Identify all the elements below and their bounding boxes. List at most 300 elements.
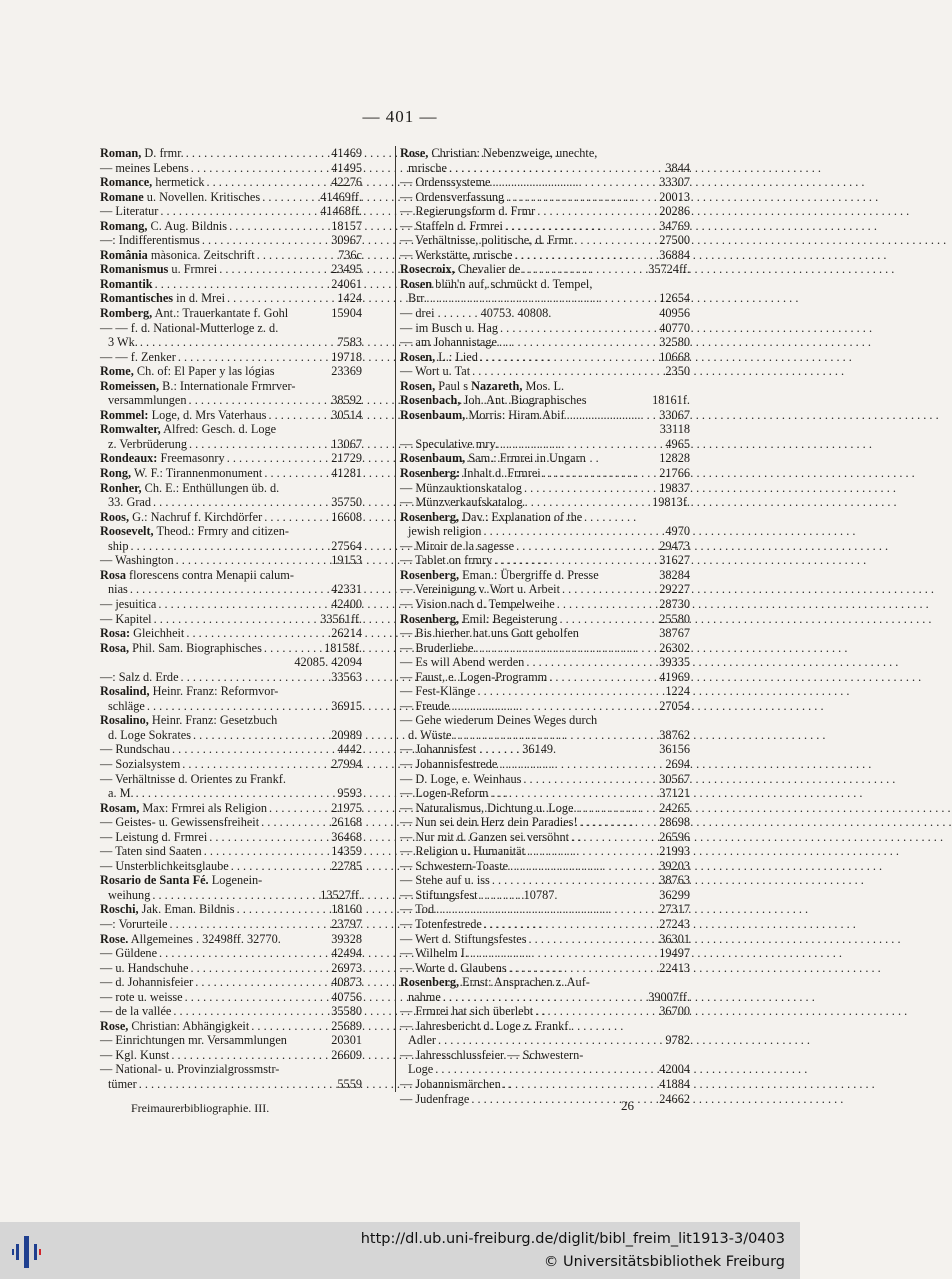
permalink-url[interactable]: http://dl.ub.uni-freiburg.de/diglit/bibl_freim_lit1913-3/0403	[360, 1231, 785, 1247]
entry-text	[400, 830, 569, 845]
index-entry	[400, 917, 690, 932]
entry-text	[400, 684, 475, 699]
entry-title: — Gehe wiederum Deines Weges durch	[400, 713, 598, 728]
entry-title: versammlungen	[108, 393, 187, 408]
entry-number: 9593	[337, 786, 362, 801]
index-entry	[400, 364, 690, 379]
entry-title: a. M.	[108, 786, 134, 801]
dot-leader	[187, 393, 332, 408]
index-entry	[100, 437, 362, 452]
entry-title: Loge, d. Mrs Vaterhaus	[148, 407, 267, 422]
entry-title: Christian: Abhängigkeit	[128, 1018, 250, 1033]
entry-title: — Ordenssysteme	[400, 175, 491, 190]
entry-text	[100, 1019, 249, 1034]
entry-title: — Literatur	[100, 204, 159, 219]
entry-title: Heinr. Franz: Reformvor-	[149, 684, 279, 699]
dot-leader	[569, 830, 659, 845]
entry-heading: Rong,	[100, 466, 132, 481]
entry-title: L.: Lied	[435, 349, 478, 364]
entry-number: 42004	[659, 1062, 690, 1077]
entry-text	[100, 917, 168, 932]
entry-number: 39007ff.	[648, 989, 690, 1004]
entry-text	[408, 291, 424, 306]
entry-number: 12654	[659, 291, 690, 306]
dot-leader	[501, 1077, 660, 1092]
index-entry	[400, 990, 690, 1005]
entry-number: 24265	[659, 800, 690, 815]
entry-title: — Jahresschlussfeier — Schwestern-	[400, 1047, 584, 1062]
entry-number: 26973	[331, 960, 362, 975]
dot-leader	[535, 204, 659, 219]
dot-leader	[434, 902, 659, 917]
entry-title: — Einrichtungen mr. Versammlungen	[100, 1033, 287, 1048]
entry-text	[100, 684, 278, 699]
dot-leader	[188, 961, 331, 976]
entry-text	[400, 801, 577, 816]
entry-text	[400, 655, 524, 670]
entry-text	[100, 801, 267, 816]
entry-title: — Wert d. Stiftungsfestes	[400, 931, 527, 946]
entry-title: W. F.: Tirannenmonument	[131, 466, 263, 481]
entry-text	[108, 335, 138, 350]
index-entry	[100, 1019, 362, 1034]
entry-title: — Johannisfestrede	[400, 756, 498, 771]
entry-text	[108, 539, 129, 554]
entry-text	[408, 728, 452, 743]
entry-text	[400, 248, 513, 263]
entry-number: 37121	[659, 786, 690, 801]
entry-number: 33563	[331, 669, 362, 684]
entry-heading: Rommel:	[100, 407, 149, 422]
dot-leader	[490, 873, 659, 888]
index-entry	[100, 350, 362, 365]
index-entry	[400, 815, 690, 830]
entry-text	[400, 495, 523, 510]
entry-text	[100, 161, 189, 176]
entry-title: — Güldene	[100, 946, 158, 961]
entry-heading: Rosen,	[400, 378, 436, 393]
dot-leader	[169, 1048, 331, 1063]
dot-leader	[541, 466, 660, 481]
entry-heading: Rosenberg,	[400, 509, 460, 524]
dot-leader	[441, 990, 648, 1005]
entry-text	[400, 335, 497, 350]
entry-title: Christian: Nebenzweige, unechte,	[428, 146, 598, 160]
entry-number: 29473	[659, 538, 690, 553]
entry-title: u. Frmrei	[168, 262, 218, 277]
page-number: — 401 —	[362, 107, 438, 126]
entry-title: Dav.: Explanation of the	[459, 509, 583, 524]
index-entry	[400, 190, 690, 205]
entry-number: 42400	[331, 596, 362, 611]
entry-text	[400, 481, 522, 496]
index-entry	[100, 175, 362, 190]
entry-number: 36301	[659, 931, 690, 946]
entry-number: 23369	[331, 364, 362, 379]
dot-leader	[513, 248, 660, 263]
entry-title: — Stiftungsfest . . . . . . . 10787.	[400, 887, 558, 902]
entry-heading: Romanismus	[100, 262, 169, 277]
index-entry	[400, 451, 690, 466]
entry-heading: Romang,	[100, 218, 148, 233]
entry-number: 33307	[659, 175, 690, 190]
entry-text	[400, 844, 525, 859]
dot-leader	[478, 350, 659, 365]
index-column-left	[100, 146, 362, 1092]
dot-leader	[527, 932, 660, 947]
entry-number: 26609	[331, 1047, 362, 1062]
entry-text	[400, 612, 557, 627]
entry-text	[100, 990, 183, 1005]
index-entry	[400, 422, 690, 437]
entry-heading: Rosenbaum,	[400, 407, 466, 422]
entry-number: 13067	[331, 436, 362, 451]
dot-leader	[514, 539, 659, 554]
entry-heading: Roman,	[100, 146, 142, 160]
entry-heading: Rose,	[100, 1018, 129, 1033]
entry-title: — D. Loge, e. Weinhaus	[400, 771, 522, 786]
dot-leader	[260, 190, 320, 205]
dot-leader	[184, 626, 331, 641]
entry-text	[400, 510, 582, 525]
index-entry	[100, 713, 362, 728]
entry-number: 736c	[338, 247, 362, 262]
entry-number: 41469	[331, 146, 362, 160]
index-entry	[400, 844, 690, 859]
entry-number: 13527ff.	[320, 887, 362, 902]
dot-leader	[235, 902, 332, 917]
entry-number: 3844	[665, 160, 690, 175]
entry-text	[400, 553, 492, 568]
entry-title: — Nur mit d. Ganzen sei versöhnt	[400, 829, 570, 844]
index-entry	[400, 1077, 690, 1092]
ub-freiburg-logo-icon[interactable]	[12, 1232, 42, 1272]
entry-title: Inhalt d. Frmrei	[460, 466, 541, 481]
entry-number: 4965	[665, 436, 690, 451]
entry-title: — Taten sind Saaten	[100, 844, 202, 859]
entry-text	[100, 321, 278, 336]
index-entry	[100, 481, 362, 496]
entry-heading: Rosenberg:	[400, 466, 461, 481]
index-entry	[400, 510, 690, 525]
entry-title: — Kapitel	[100, 611, 152, 626]
index-entry	[100, 742, 362, 757]
dot-leader	[521, 772, 659, 787]
dot-leader	[498, 437, 666, 452]
index-entry	[400, 291, 690, 306]
dot-leader	[525, 844, 659, 859]
entry-title: 33118	[659, 422, 690, 437]
index-entry	[400, 393, 690, 408]
entry-number: 28698	[659, 815, 690, 830]
entry-heading: Roschi,	[100, 902, 139, 917]
entry-text	[100, 961, 188, 976]
entry-title: màsonica. Zeitschrift	[147, 247, 255, 262]
entry-number: 2350	[665, 364, 690, 379]
index-entry	[400, 946, 690, 961]
dot-leader	[266, 408, 331, 423]
entry-title: — — f. d. National-Mutterloge z. d.	[100, 320, 279, 335]
dot-leader	[557, 612, 659, 627]
index-entry	[400, 1033, 690, 1048]
dot-leader	[207, 830, 331, 845]
entry-number: 20301	[331, 1033, 362, 1048]
entry-heading: Rosenbach,	[400, 393, 461, 408]
entry-title: — Bruderliebe	[400, 640, 474, 655]
entry-title: —: Vorurteile	[100, 916, 168, 931]
entry-text	[400, 699, 450, 714]
entry-text	[100, 670, 179, 685]
index-entry	[400, 408, 690, 423]
entry-text	[100, 219, 227, 234]
index-entry	[100, 233, 362, 248]
entry-title: Sam.: Frmrei in Ungarn	[465, 451, 586, 466]
entry-text	[100, 175, 205, 190]
dot-leader	[533, 1004, 659, 1019]
entry-text	[100, 1062, 279, 1077]
entry-number: 26302	[659, 640, 690, 655]
index-entry	[400, 612, 690, 627]
entry-title: — Rundschau	[100, 742, 171, 757]
entry-number: 36915	[331, 698, 362, 713]
entry-text	[400, 568, 599, 583]
index-entry	[400, 1004, 690, 1019]
index-entry	[100, 510, 362, 525]
entry-text	[400, 932, 527, 947]
entry-text	[108, 582, 128, 597]
entry-number: 41468ff.	[320, 204, 362, 219]
entry-title: C. Aug. Bildnis	[147, 218, 228, 233]
index-entry	[100, 757, 362, 772]
entry-title: Max: Frmrei als Religion	[139, 800, 268, 815]
index-entry	[100, 219, 362, 234]
entry-title: — Jahresbericht d. Loge z. Frankf.	[400, 1018, 572, 1033]
entry-text	[100, 568, 294, 583]
entry-text	[100, 553, 174, 568]
entry-number: 36468	[331, 829, 362, 844]
index-entry	[400, 219, 690, 234]
index-entry	[100, 626, 362, 641]
entry-heading: Rome,	[100, 364, 134, 379]
entry-title: Joh. Ant. Biographisches	[460, 393, 587, 408]
index-entry	[100, 670, 362, 685]
dot-leader	[183, 990, 332, 1005]
entry-text	[400, 888, 557, 903]
entry-number: 41969	[659, 669, 690, 684]
index-entry	[400, 1019, 690, 1034]
index-entry	[100, 248, 362, 263]
entry-text	[400, 641, 473, 656]
entry-text	[100, 481, 279, 496]
entry-number: 39203	[659, 858, 690, 873]
entry-number: 26596	[659, 829, 690, 844]
dot-leader	[202, 844, 332, 859]
entry-title: Jak. Eman. Bildnis	[138, 902, 235, 917]
dot-leader	[482, 917, 659, 932]
entry-title: — Leistung d. Frmrei	[100, 829, 208, 844]
entry-title: — Verhältnisse, politische, d. Frmr	[400, 233, 573, 248]
dot-leader	[497, 335, 659, 350]
dot-leader	[174, 553, 332, 568]
entry-heading: Roosevelt,	[100, 524, 154, 539]
entry-text	[400, 277, 592, 292]
entry-text	[408, 1033, 436, 1048]
entry-title: Morris: Hiram Abif	[465, 407, 565, 422]
dot-leader	[522, 481, 659, 496]
index-entry	[100, 291, 362, 306]
entry-title: — Sozialsystem	[100, 756, 181, 771]
entry-text	[100, 233, 200, 248]
entry-heading: Nazareth,	[471, 378, 523, 393]
entry-title: — Totenfestrede	[400, 916, 482, 931]
entry-heading: Romantisches	[100, 291, 174, 306]
entry-number: 19813f.	[652, 495, 690, 510]
entry-heading: Rosenberg,	[400, 611, 460, 626]
index-entry	[400, 684, 690, 699]
entry-title: — am Johannistage	[400, 335, 497, 350]
index-entry	[400, 437, 690, 452]
entry-number: 40756	[331, 989, 362, 1004]
index-entry	[400, 975, 690, 990]
entry-number: 38767	[659, 626, 690, 641]
entry-title: — drei . . . . . . . 40753. 40808.	[400, 306, 552, 321]
entry-title: nias	[108, 582, 128, 597]
entry-number: 4970	[665, 524, 690, 539]
entry-title: — Fest-Klänge	[400, 684, 476, 699]
index-entry	[100, 422, 362, 437]
entry-title: — Tablet on frmry	[400, 553, 493, 568]
entry-text	[400, 1077, 501, 1092]
entry-number: 1424	[337, 291, 362, 306]
index-entry	[100, 873, 362, 888]
index-entry	[400, 801, 690, 816]
entry-title: — — f. Zenker	[100, 349, 176, 364]
entry-text	[108, 728, 191, 743]
dot-leader	[179, 670, 332, 685]
entry-text	[100, 844, 202, 859]
entry-number: 28730	[659, 596, 690, 611]
entry-title: — Schwestern-Toaste	[400, 858, 509, 873]
entry-title: — Judenfrage	[400, 1091, 470, 1106]
entry-heading: Romeissen,	[100, 378, 160, 393]
entry-heading: Rose.	[100, 931, 129, 946]
entry-title: d. Loge Sokrates	[108, 727, 191, 742]
index-entry	[100, 306, 362, 321]
entry-number: 19718	[331, 349, 362, 364]
dot-leader	[129, 539, 332, 554]
entry-heading: Romantik	[100, 276, 153, 291]
index-entry	[100, 262, 362, 277]
index-entry	[400, 582, 690, 597]
entry-title: —: Indifferentismus	[100, 233, 200, 248]
entry-title: — Staffeln d. Frmrei	[400, 218, 503, 233]
dot-leader	[176, 350, 331, 365]
index-entry	[400, 902, 690, 917]
entry-title: Paul s	[435, 378, 472, 393]
entry-title: — Stehe auf u. iss	[400, 873, 490, 888]
entry-number: 30967	[331, 233, 362, 248]
index-entry	[400, 670, 690, 685]
entry-number: 35580	[331, 1004, 362, 1019]
entry-text	[400, 859, 508, 874]
entry-heading: Rosen	[400, 276, 433, 291]
entry-number: 2694	[665, 756, 690, 771]
entry-text	[100, 859, 229, 874]
dot-leader	[151, 495, 331, 510]
entry-heading: România	[100, 247, 148, 262]
entry-title: 33. Grad	[108, 495, 152, 510]
entry-number: 40956	[659, 306, 690, 321]
entry-title: d. Wüste	[408, 727, 452, 742]
entry-number: 42331	[331, 582, 362, 597]
entry-number: 4442	[337, 742, 362, 757]
index-entry	[400, 350, 690, 365]
entry-title: — jesuitica	[100, 596, 157, 611]
entry-title: Mos. L.	[522, 378, 565, 393]
dot-leader	[249, 1019, 331, 1034]
entry-title: —: Salz d. Erde	[100, 669, 179, 684]
index-entry	[100, 684, 362, 699]
entry-number: 26168	[331, 815, 362, 830]
entry-number: 29227	[659, 582, 690, 597]
index-entry	[400, 233, 690, 248]
entry-number: 36700	[659, 1004, 690, 1019]
dot-leader	[578, 815, 660, 830]
index-entry	[400, 277, 690, 292]
index-entry	[400, 641, 690, 656]
entry-title: schläge	[108, 698, 145, 713]
dot-leader	[171, 1004, 331, 1019]
entry-title: hermetick	[152, 175, 205, 190]
entry-title: — Wilhelm I.	[400, 946, 468, 961]
dot-leader	[473, 641, 659, 656]
dot-leader	[205, 175, 332, 190]
entry-number: 9782	[665, 1033, 690, 1048]
entry-title: tümer	[108, 1077, 137, 1091]
entry-title: — Unsterblichkeitsglaube	[100, 858, 229, 873]
entry-text	[400, 961, 507, 976]
entry-title: — Johannisfest . . . . . . . 36149.	[400, 742, 557, 757]
entry-number: 41281	[331, 466, 362, 481]
index-entry	[400, 1062, 690, 1077]
entry-number: 27317	[659, 902, 690, 917]
entry-text	[400, 306, 551, 321]
entry-heading: Rosa:	[100, 626, 131, 641]
index-entry	[100, 466, 362, 481]
entry-title: in d. Mrei	[173, 291, 226, 306]
index-entry	[100, 801, 362, 816]
entry-text	[100, 713, 277, 728]
index-entry	[400, 873, 690, 888]
entry-number: 20013	[659, 189, 690, 204]
dot-leader	[572, 233, 659, 248]
entry-number: 38284	[659, 567, 690, 582]
footer-title: Freimaurerbibliographie. III.	[131, 1101, 270, 1115]
dot-leader	[157, 946, 331, 961]
entry-text	[408, 524, 481, 539]
entry-title: — Speculative mry.	[400, 436, 498, 451]
entry-text	[100, 946, 157, 961]
entry-number: 26214	[331, 626, 362, 641]
index-entry	[100, 379, 362, 394]
entry-number: 31627	[659, 553, 690, 568]
entry-heading: Rosalino,	[100, 713, 149, 728]
entry-text	[400, 597, 555, 612]
index-entry	[100, 539, 362, 554]
entry-text	[400, 742, 556, 757]
entry-text	[100, 277, 153, 292]
dot-leader	[447, 161, 665, 176]
